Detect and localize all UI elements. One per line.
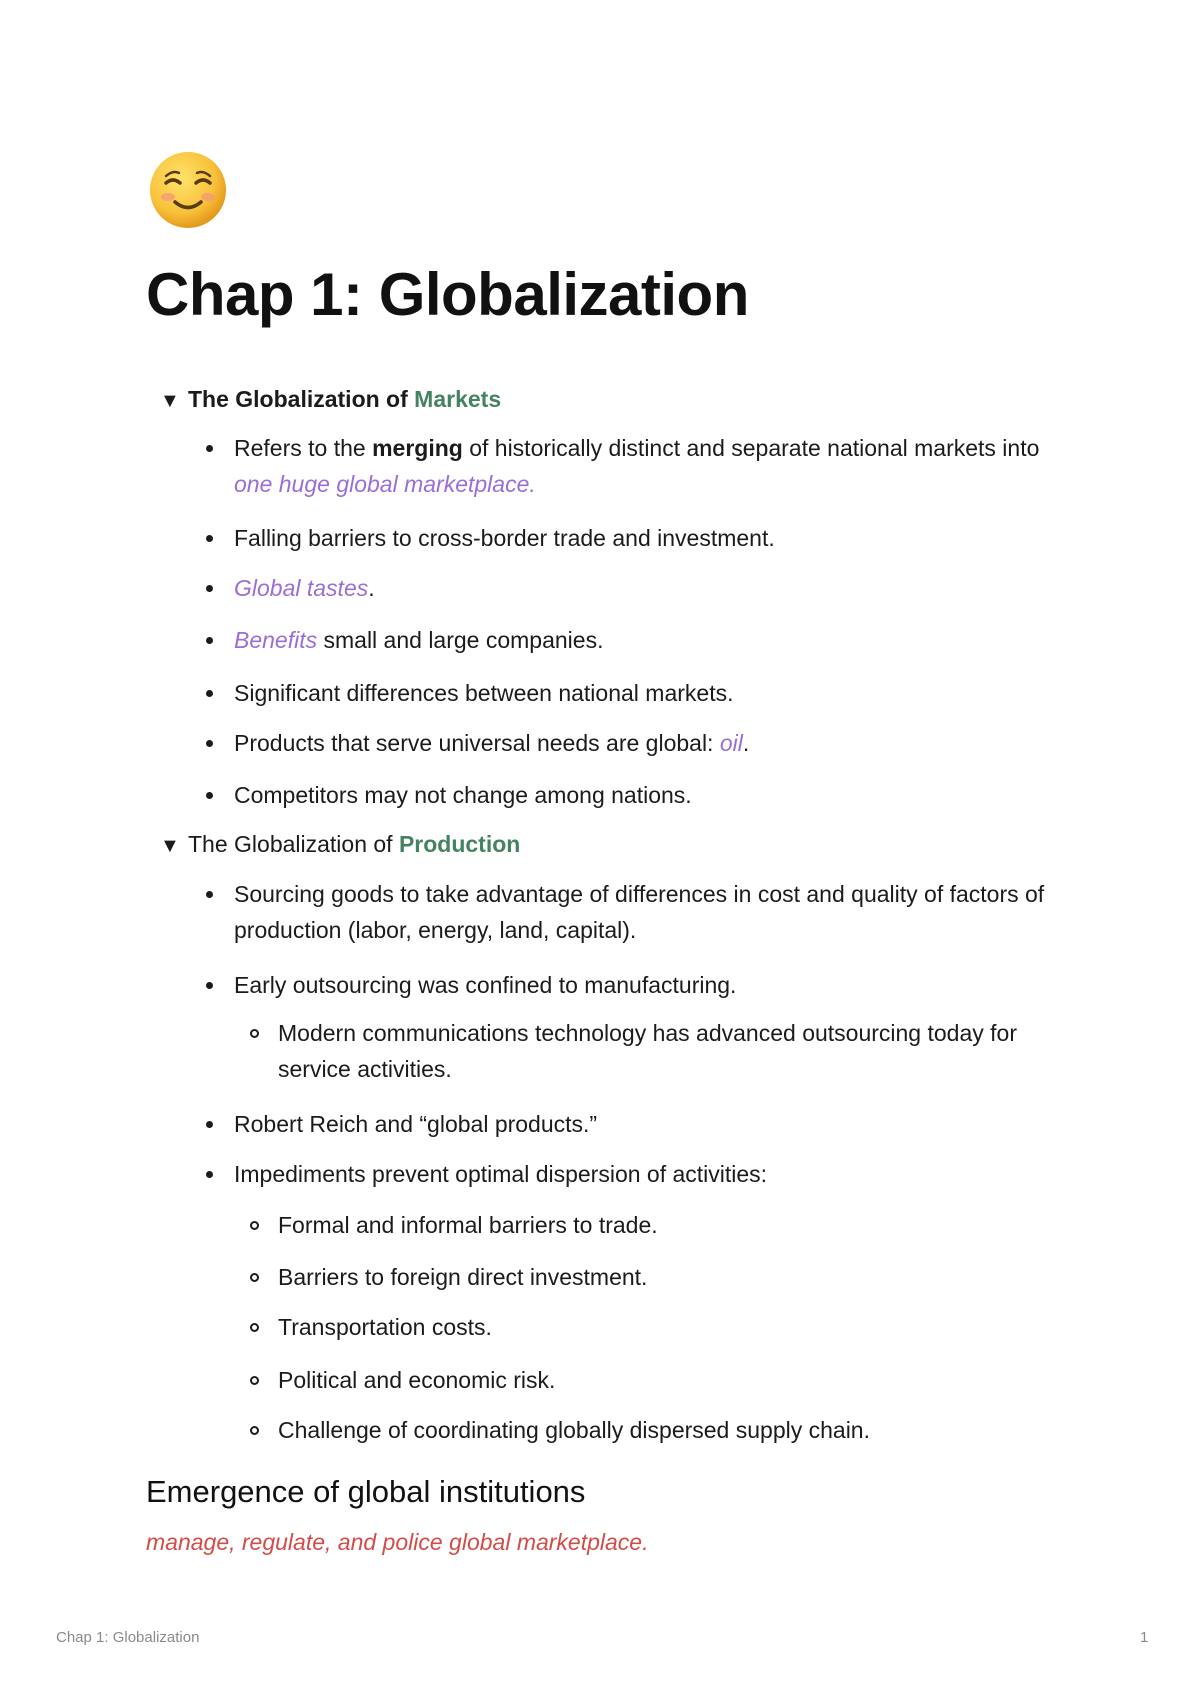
footer-page-number: 1 [1140, 1629, 1149, 1646]
toggle-label: The Globalization of [188, 831, 399, 857]
list-subitem: Barriers to foreign direct investment. [278, 1259, 1058, 1295]
list-item: Global tastes. [234, 570, 1064, 606]
list-item: Competitors may not change among nations. [234, 777, 1064, 813]
footer-doc-title: Chap 1: Globalization [56, 1629, 200, 1646]
list-item: Refers to the merging of historically distinct and separate national markets into one huge global marketplace. [234, 430, 1064, 502]
list-subitem: Political and economic risk. [278, 1362, 1058, 1398]
section-heading: Emergence of global institutions [146, 1474, 586, 1509]
list-subitem: Modern communications technology has advanced outsourcing today for service activities. [278, 1015, 1058, 1087]
toggle-globalization-of-markets[interactable] [160, 384, 501, 416]
list-item: Impediments prevent optimal dispersion of activities: [234, 1156, 1064, 1192]
list-item: Sourcing goods to take advantage of differences in cost and quality of factors of production (labor, energy, land, capital). [234, 876, 1064, 948]
institutions-note: manage, regulate, and police global marketplace. [146, 1529, 649, 1555]
list-subitem: Formal and informal barriers to trade. [278, 1207, 1058, 1243]
toggle-triangle-icon[interactable]: ▼ [160, 835, 180, 857]
toggle-keyword: Markets [414, 386, 502, 412]
toggle-label: The Globalization of [188, 386, 415, 412]
toggle-globalization-of-production[interactable] [160, 829, 520, 861]
page-title: Chap 1: Globalization [146, 261, 749, 328]
list-item: Early outsourcing was confined to manufacturing. [234, 967, 1064, 1003]
toggle-keyword: Production [398, 831, 521, 857]
list-item: Robert Reich and “global products.” [234, 1106, 1064, 1142]
toggle-triangle-icon[interactable]: ▼ [160, 390, 180, 412]
smiling-face-icon [148, 150, 228, 230]
list-item: Significant differences between national markets. [234, 675, 1064, 711]
list-item: Products that serve universal needs are global: oil. [234, 725, 1064, 761]
list-item: Benefits small and large companies. [234, 622, 1064, 658]
list-item: Falling barriers to cross-border trade and investment. [234, 520, 1064, 556]
list-subitem: Challenge of coordinating globally dispersed supply chain. [278, 1412, 1058, 1448]
list-subitem: Transportation costs. [278, 1309, 1058, 1345]
